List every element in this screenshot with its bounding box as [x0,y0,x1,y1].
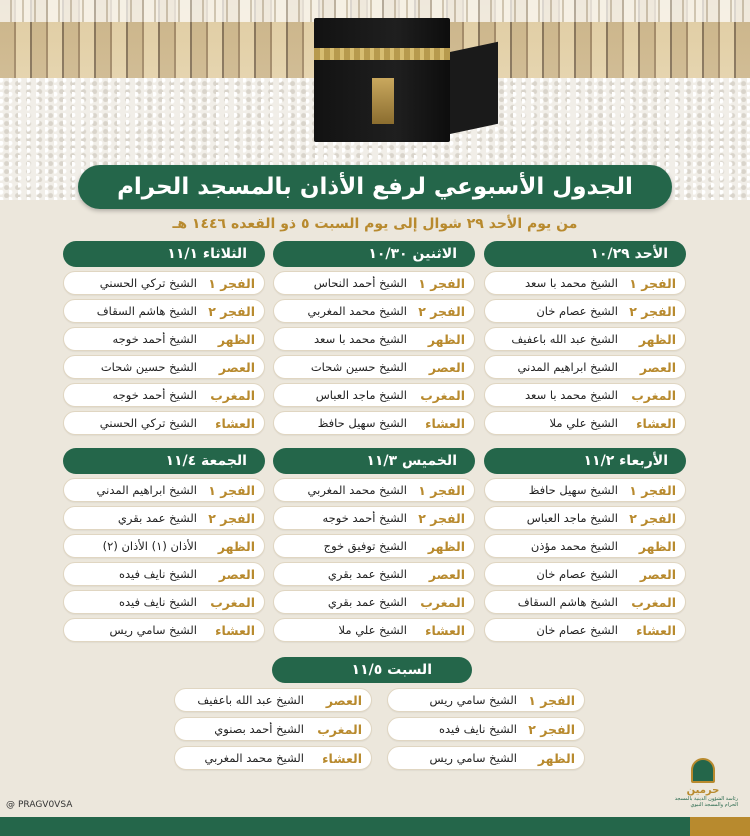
footer-bar [0,817,750,836]
muezzin-name: الشيخ عمد بقري [327,567,407,581]
prayer-row [63,299,265,323]
muezzin-name: الشيخ أحمد النحاس [313,276,407,290]
prayer-row [484,478,686,502]
prayer-name: العصر [639,566,676,582]
prayer-row [387,717,585,741]
prayer-row [63,506,265,530]
prayer-name: الفجر ٢ [629,303,676,319]
day-header: الأربعاء ١١/٢ [484,448,686,474]
prayer-name: العصر [218,566,255,582]
prayer-row [63,590,265,614]
muezzin-name: الشيخ أحمد خوجه [112,388,197,402]
prayer-name: الظهر [217,538,255,554]
footer-gold-accent [690,817,750,836]
prayer-name: المغرب [420,594,465,610]
prayer-row [63,383,265,407]
prayer-name: العشاء [425,622,465,638]
prayer-name: الفجر ٢ [418,510,465,526]
day-header: الاثنين ١٠/٣٠ [273,241,475,267]
saturday-column-right [387,683,585,770]
prayer-name: العشاء [215,415,255,431]
prayer-row [174,688,372,712]
muezzin-name: الشيخ عصام خان [536,304,618,318]
prayer-row [484,327,686,351]
prayer-row [484,299,686,323]
handle-text: PRAGV0VSA [18,800,73,810]
prayer-name: الفجر ٢ [208,303,255,319]
prayer-row [174,746,372,770]
muezzin-name: الشيخ حسين شحات [310,360,407,374]
day-header-saturday: السبت ١١/٥ [272,657,472,683]
prayer-name: العشاء [215,622,255,638]
prayer-row [273,590,475,614]
kaaba-gold-band [314,48,450,60]
muezzin-name: الشيخ تركي الحسني [99,416,197,430]
prayer-name: الظهر [537,750,575,766]
prayer-name: المغرب [317,721,362,737]
day-block-friday [63,448,265,642]
at-icon: @ [6,800,15,810]
prayer-name: المغرب [631,594,676,610]
prayer-row [273,355,475,379]
prayer-row [273,562,475,586]
logo-subtitle: رئاسة الشؤون الدينية بالمسجد الحرام والمسجد النبوي [674,796,738,808]
muezzin-name: الشيخ سامي ريس [429,751,517,765]
prayer-row [484,355,686,379]
prayer-row [63,355,265,379]
muezzin-name: الشيخ سامي ريس [429,693,517,707]
day-block-wednesday [484,448,686,642]
muezzin-name: الشيخ عصام خان [536,567,618,581]
prayer-name: العصر [325,692,362,708]
prayer-name: الفجر ١ [418,482,465,498]
muezzin-name: الأذان (١) الأذان (٢) [102,539,197,553]
kaaba-door [372,78,394,124]
prayer-name: العصر [639,359,676,375]
muezzin-name: الشيخ ابراهيم المدني [517,360,618,374]
prayer-name: الفجر ٢ [418,303,465,319]
prayer-name: الظهر [427,331,465,347]
prayer-name: الفجر ١ [629,482,676,498]
prayer-name: الظهر [427,538,465,554]
day-block-monday [273,241,475,435]
muezzin-name: الشيخ محمد با سعد [524,388,618,402]
muezzin-name: الشيخ محمد مؤذن [530,539,618,553]
muezzin-name: الشيخ محمد المغربي [307,483,407,497]
prayer-name: العشاء [636,622,676,638]
muezzin-name: الشيخ سهيل حافظ [317,416,407,430]
prayer-name: المغرب [631,387,676,403]
prayer-row [63,478,265,502]
prayer-name: الظهر [638,331,676,347]
prayer-name: الظهر [638,538,676,554]
prayer-row [273,327,475,351]
prayer-row [273,271,475,295]
prayer-row [484,618,686,642]
muezzin-name: الشيخ أحمد خوجه [322,511,407,525]
prayer-name: الفجر ١ [418,275,465,291]
prayer-row [273,383,475,407]
muezzin-name: الشيخ أحمد خوجه [112,332,197,346]
day-header: الخميس ١١/٣ [273,448,475,474]
prayer-name: الظهر [217,331,255,347]
day-header: الجمعة ١١/٤ [63,448,265,474]
muezzin-name: الشيخ محمد المغربي [307,304,407,318]
prayer-name: الفجر ٢ [528,721,575,737]
prayer-row [484,383,686,407]
muezzin-name: الشيخ عصام خان [536,623,618,637]
haramain-logo [668,758,738,808]
prayer-name: العصر [428,359,465,375]
prayer-row [484,506,686,530]
muezzin-name: الشيخ محمد المغربي [204,751,304,765]
muezzin-name: الشيخ ماجد العباس [526,511,618,525]
prayer-row [273,506,475,530]
muezzin-name: الشيخ محمد با سعد [313,332,407,346]
saturday-column-left [174,683,372,770]
prayer-row [63,562,265,586]
day-block-thursday [273,448,475,642]
prayer-row [484,562,686,586]
muezzin-name: الشيخ تركي الحسني [99,276,197,290]
day-block-tuesday [63,241,265,435]
prayer-row [484,411,686,435]
prayer-name: المغرب [210,594,255,610]
muezzin-name: الشيخ عمد بقري [327,595,407,609]
muezzin-name: الشيخ حسين شحات [100,360,197,374]
prayer-row [484,534,686,558]
prayer-row [63,534,265,558]
prayer-name: العشاء [636,415,676,431]
prayer-row [387,746,585,770]
prayer-name: العشاء [425,415,465,431]
prayer-row [484,271,686,295]
page-title: الجدول الأسبوعي لرفع الأذان بالمسجد الحرام [78,165,672,209]
logo-name: حرمين [686,785,720,796]
prayer-row [273,411,475,435]
prayer-name: العصر [218,359,255,375]
muezzin-name: الشيخ نايف فيده [118,567,197,581]
muezzin-name: الشيخ محمد با سعد [524,276,618,290]
muezzin-name: الشيخ أحمد بصنوي [214,722,304,736]
day-header: الثلاثاء ١١/١ [63,241,265,267]
day-block-sunday [484,241,686,435]
prayer-row [273,534,475,558]
prayer-name: المغرب [210,387,255,403]
prayer-row [273,618,475,642]
muezzin-name: الشيخ علي ملا [338,623,407,637]
mosque-icon [691,758,715,783]
prayer-row [63,327,265,351]
prayer-row [63,618,265,642]
muezzin-name: الشيخ هاشم السقاف [96,304,197,318]
social-handle [6,800,72,810]
muezzin-name: الشيخ سامي ريس [109,623,197,637]
prayer-row [63,271,265,295]
prayer-name: الفجر ١ [208,482,255,498]
kaaba-side [450,42,498,134]
prayer-name: العشاء [322,750,362,766]
prayer-row [273,299,475,323]
prayer-name: العصر [428,566,465,582]
prayer-name: الفجر ٢ [208,510,255,526]
prayer-name: الفجر ١ [208,275,255,291]
prayer-row [387,688,585,712]
muezzin-name: الشيخ عبد الله باعفيف [197,693,304,707]
muezzin-name: الشيخ نايف فيده [118,595,197,609]
muezzin-name: الشيخ ابراهيم المدني [96,483,197,497]
muezzin-name: الشيخ توفيق خوج [323,539,407,553]
muezzin-name: الشيخ نايف فيده [438,722,517,736]
muezzin-name: الشيخ هاشم السقاف [517,595,618,609]
prayer-row [484,590,686,614]
muezzin-name: الشيخ عبد الله باعفيف [511,332,618,346]
day-header: الأحد ١٠/٢٩ [484,241,686,267]
date-range-subtitle: من يوم الأحد ٢٩ شوال إلى يوم السبت ٥ ذو القعده ١٤٤٦ هـ [172,216,578,232]
muezzin-name: الشيخ علي ملا [549,416,618,430]
muezzin-name: الشيخ ماجد العباس [315,388,407,402]
prayer-row [273,478,475,502]
prayer-row [174,717,372,741]
prayer-name: الفجر ١ [629,275,676,291]
muezzin-name: الشيخ سهيل حافظ [528,483,618,497]
prayer-name: الفجر ٢ [629,510,676,526]
prayer-row [63,411,265,435]
prayer-name: المغرب [420,387,465,403]
prayer-name: الفجر ١ [528,692,575,708]
muezzin-name: الشيخ عمد بقري [117,511,197,525]
kaaba [314,18,450,142]
